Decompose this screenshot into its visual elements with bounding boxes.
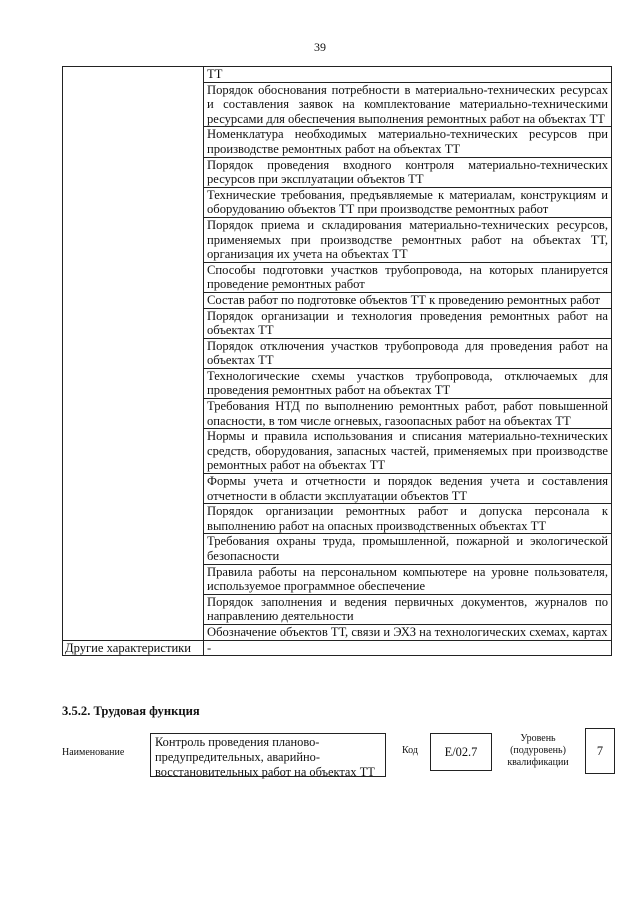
left-empty-cell bbox=[63, 67, 204, 641]
section-title: 3.5.2. Трудовая функция bbox=[62, 704, 200, 718]
other-characteristics-label: Другие характеристики bbox=[63, 640, 204, 656]
requirement-cell: Требования охраны труда, промышленной, пожарной и экологической безопасности bbox=[204, 534, 612, 564]
requirement-cell: Состав работ по подготовке объектов ТТ к проведению ремонтных работ bbox=[204, 292, 612, 308]
requirement-cell: Порядок отключения участков трубопровода для проведения работ на объектах ТТ bbox=[204, 338, 612, 368]
level-label: Уровень (подуровень) квалификации bbox=[507, 733, 569, 768]
requirement-cell: Порядок заполнения и ведения первичных документов, журналов по направлению деятельности bbox=[204, 594, 612, 624]
requirements-table bbox=[62, 66, 612, 656]
requirement-cell: Формы учета и отчетности и порядок ведения учета и составления отчетности в области эксплуатации объектов ТТ bbox=[204, 474, 612, 504]
requirement-cell: Порядок организации ремонтных работ и допуска персонала к выполнению работ на опасных производственных объектах ТТ bbox=[204, 504, 612, 534]
requirement-cell: Правила работы на персональном компьютере на уровне пользователя, используемое программное обеспечение bbox=[204, 564, 612, 594]
requirement-cell: Обозначение объектов ТТ, связи и ЭХЗ на технологических схемах, картах bbox=[204, 624, 612, 640]
name-label: Наименование bbox=[62, 747, 125, 758]
requirement-cell: Способы подготовки участков трубопровода, на которых планируется проведение ремонтных работ bbox=[204, 262, 612, 292]
other-characteristics-row bbox=[63, 640, 612, 656]
table-row bbox=[63, 67, 612, 83]
requirement-cell: Требования НТД по выполнению ремонтных работ, работ повышенной опасности, в том числе огневых, газоопасных работ на объектах ТТ bbox=[204, 399, 612, 429]
level-box: 7 bbox=[585, 728, 615, 774]
requirement-cell: Технические требования, предъявляемые к материалам, конструкциям и оборудованию объектов ТТ при производстве ремонтных работ bbox=[204, 187, 612, 217]
requirement-cell: Порядок организации и технология проведения ремонтных работ на объектах ТТ bbox=[204, 308, 612, 338]
code-label: Код bbox=[402, 745, 418, 756]
requirement-cell: Технологические схемы участков трубопровода, отключаемых для проведения ремонтных работ на объектах ТТ bbox=[204, 368, 612, 398]
requirement-cell: Нормы и правила использования и списания материально-технических средств, оборудования, запасных частей, применяемых при производстве ремонтных работ на объектах ТТ bbox=[204, 429, 612, 474]
requirement-cell: Порядок приема и складирования материально-технических ресурсов, применяемых при производстве ремонтных работ на объектах ТТ, организация их учета на объектах ТТ bbox=[204, 217, 612, 262]
code-box: E/02.7 bbox=[430, 733, 492, 771]
other-characteristics-value: - bbox=[204, 640, 612, 656]
page-number: 39 bbox=[314, 40, 326, 54]
requirement-cell: Порядок обоснования потребности в материально-технических ресурсах и составления заявок на комплектование материально-техническими ресурсами для обеспечения выполнения ремонтных работ на объектах ТТ bbox=[204, 82, 612, 127]
function-name-box: Контроль проведения планово-предупредительных, аварийно-восстановительных работ на объектах ТТ bbox=[150, 733, 386, 777]
requirement-cell: ТТ bbox=[204, 67, 612, 83]
requirement-cell: Порядок проведения входного контроля материально-технических ресурсов при эксплуатации объектов ТТ bbox=[204, 157, 612, 187]
requirement-cell: Номенклатура необходимых материально-технических ресурсов при производстве ремонтных работ на объектах ТТ bbox=[204, 127, 612, 157]
